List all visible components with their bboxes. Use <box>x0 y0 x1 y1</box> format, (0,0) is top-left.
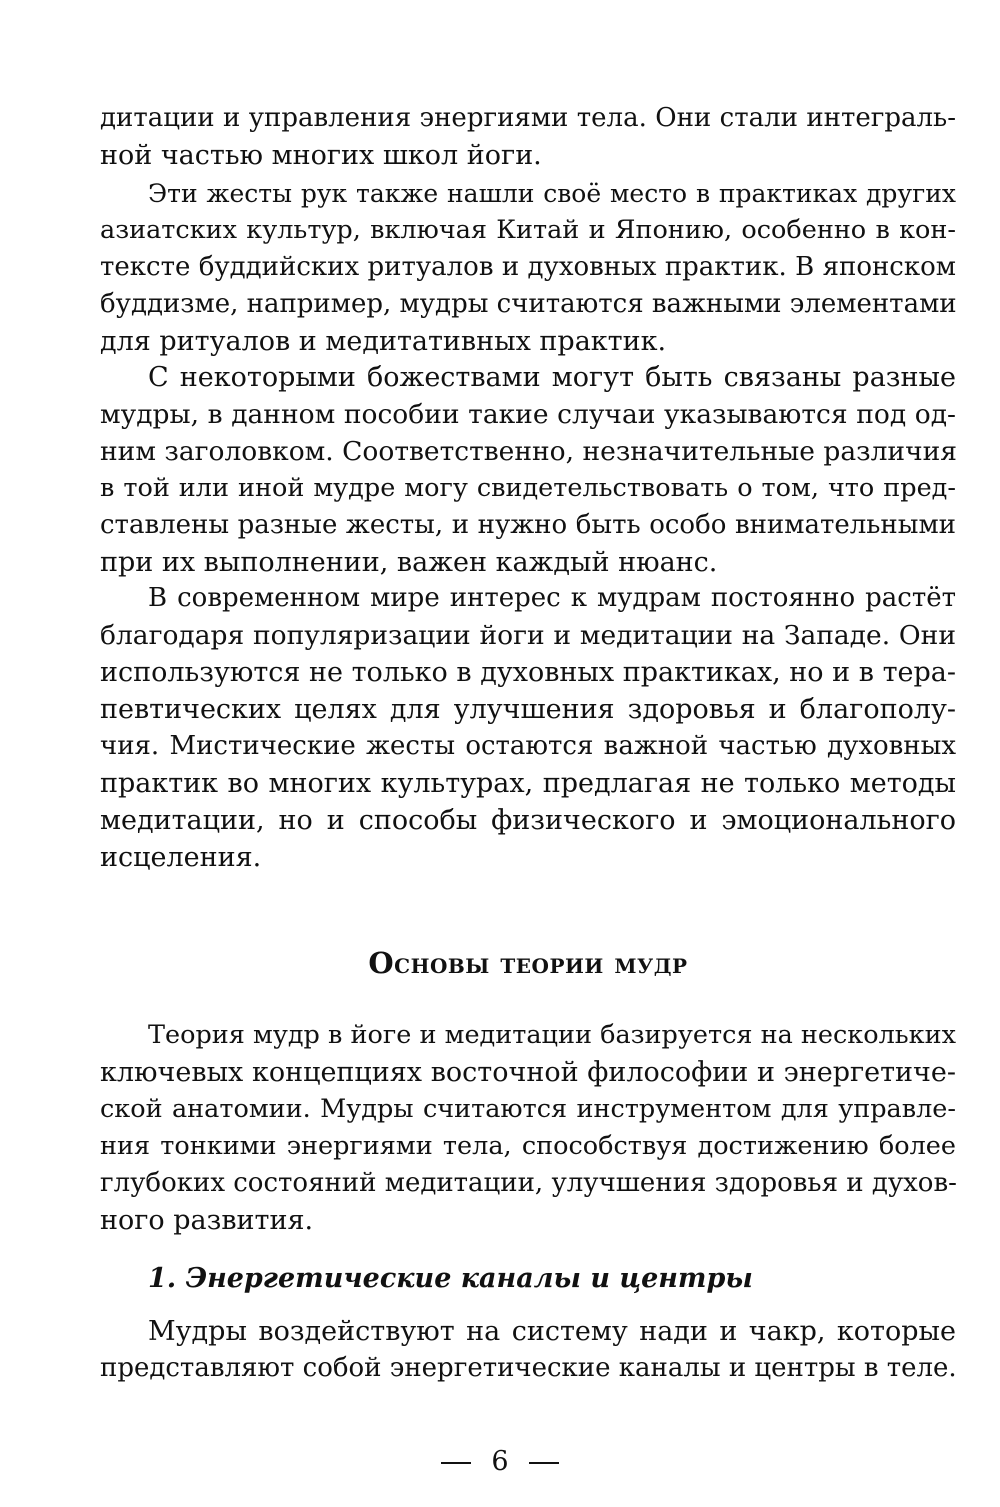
subsection-paragraph <box>100 1313 956 1387</box>
text-line: ключевых концепциях восточной философии и энергетиче- <box>100 1057 956 1088</box>
text-line: исцеления. <box>100 842 262 873</box>
text-line: Теория мудр в йоге и медитации базируется на нескольких <box>148 1020 956 1050</box>
text-line: В современном мире интерес к мудрам постоянно растёт <box>148 583 956 613</box>
text-line: С некоторыми божествами могут быть связаны разные <box>148 362 956 393</box>
text-line: ного развития. <box>100 1205 314 1236</box>
text-line: используются не только в духовных практиках, но и в тера- <box>100 657 956 688</box>
text-line: певтических целях для улучшения здоровья и благополу- <box>100 694 956 725</box>
text-line: практик во многих культурах, предлагая не только методы <box>100 768 956 799</box>
text-line: ной частью многих школ йоги. <box>100 140 542 171</box>
dash-right <box>529 1462 559 1464</box>
text-line: азиатских культур, включая Китай и Японию, особенно в кон- <box>100 215 956 245</box>
text-line: ставлены разные жесты, и нужно быть особо внимательными <box>100 510 956 540</box>
text-line: тексте буддийских ритуалов и духовных практик. В японском <box>100 252 956 282</box>
paragraph-4 <box>100 580 956 876</box>
text-line: представляют собой энергетические каналы и центры в теле. <box>100 1353 957 1383</box>
text-line: медитации, но и способы физического и эмоционального <box>100 805 956 836</box>
page-number-footer <box>0 1443 1000 1480</box>
text-line: при их выполнении, важен каждый нюанс. <box>100 547 718 578</box>
text-line: глубоких состояний медитации, улучшения здоровья и духов- <box>100 1168 957 1198</box>
text-line: Мудры воздействуют на систему нади и чакр, которые <box>148 1316 956 1347</box>
paragraph-1 <box>100 100 956 174</box>
text-line: дитации и управления энергиями тела. Они стали интеграль- <box>100 103 956 133</box>
paragraph-3 <box>100 359 956 581</box>
text-line: ним заголовком. Соответственно, незначительные различия <box>100 436 957 467</box>
page-number: 6 <box>491 1446 509 1477</box>
section-paragraph <box>100 1017 956 1239</box>
text-line: ской анатомии. Мудры считаются инструментом для управле- <box>100 1094 956 1124</box>
text-line: ния тонкими энергиями тела, способствуя достижению более <box>100 1131 956 1161</box>
text-line: чия. Мистические жесты остаются важной частью духовных <box>100 731 956 761</box>
text-line: благодаря популяризации йоги и медитации на Западе. Они <box>100 620 956 651</box>
dash-left <box>441 1462 471 1464</box>
section-heading: Основы теории мудр <box>368 946 688 980</box>
text-line: в той или иной мудре могу свидетельствовать о том, что пред- <box>100 473 956 503</box>
text-line: для ритуалов и медитативных практик. <box>100 326 667 357</box>
paragraph-2 <box>100 175 956 360</box>
text-line: буддизме, например, мудры считаются важными элементами <box>100 289 957 319</box>
text-line: Эти жесты рук также нашли своё место в практиках других <box>148 179 956 208</box>
text-line: мудры, в данном пособии такие случаи указываются под од- <box>100 399 956 430</box>
subsection-heading: 1. Энергетические каналы и центры <box>148 1263 753 1294</box>
